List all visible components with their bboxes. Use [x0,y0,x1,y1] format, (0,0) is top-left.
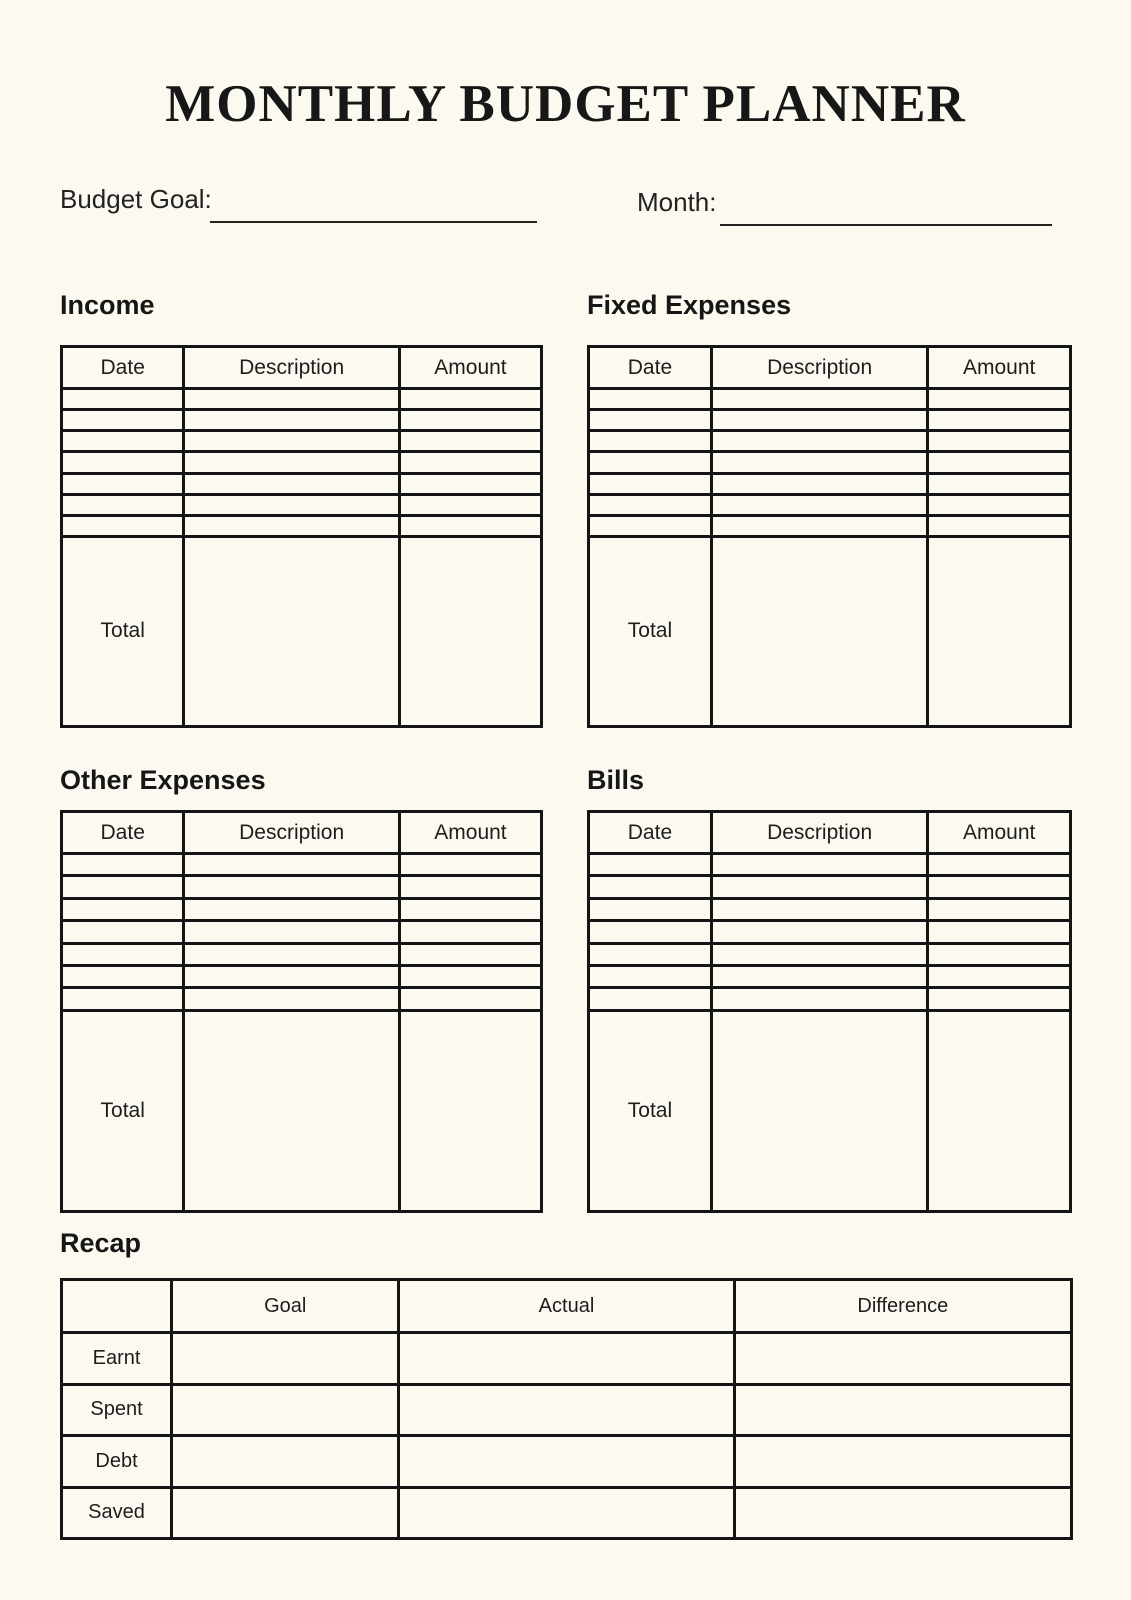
bills-amount-cell[interactable] [928,921,1071,943]
column-header-date: Date [62,812,184,854]
bills-description-cell[interactable] [711,965,927,987]
bills-amount-cell[interactable] [928,898,1071,920]
bills-amount-cell[interactable] [928,854,1071,876]
other-expenses-description-cell[interactable] [184,988,400,1010]
recap-row-label-spent: Spent [62,1384,172,1436]
column-header-amount: Amount [399,347,541,389]
income-amount-cell[interactable] [399,410,541,431]
fixed-expenses-date-cell[interactable] [589,473,712,494]
fixed-expenses-amount-cell[interactable] [928,473,1071,494]
recap-spent-actual-cell[interactable] [399,1384,734,1436]
recap-saved-actual-cell[interactable] [399,1487,734,1539]
recap-debt-difference-cell[interactable] [734,1436,1071,1488]
bills-date-cell[interactable] [589,854,712,876]
month-label: Month: [637,187,717,217]
income-amount-cell[interactable] [399,494,541,515]
other-expenses-table-row [62,943,542,965]
section-title-income: Income [60,290,155,320]
other-expenses-amount-cell[interactable] [399,854,541,876]
income-table-row [62,431,542,452]
total-label: Total [62,536,184,726]
bills-amount-cell[interactable] [928,965,1071,987]
other-expenses-description-cell[interactable] [184,854,400,876]
recap-saved-goal-cell[interactable] [172,1487,399,1539]
other-expenses-table-row [62,921,542,943]
bills-description-cell[interactable] [711,854,927,876]
income-description-cell[interactable] [184,389,400,410]
income-amount-cell[interactable] [399,452,541,473]
income-date-cell[interactable] [62,452,184,473]
budget-goal-input-line[interactable] [210,221,537,223]
bills-date-cell[interactable] [589,921,712,943]
income-amount-cell[interactable] [399,473,541,494]
income-amount-cell[interactable] [399,389,541,410]
recap-row-spent [62,1384,1072,1436]
other-expenses-description-cell[interactable] [184,965,400,987]
fixed-expenses-table-row [589,494,1071,515]
income-date-cell[interactable] [62,515,184,536]
bills-table-row [589,921,1071,943]
other-expenses-table [60,810,543,1213]
recap-grid [60,1278,1073,1540]
fixed-expenses-description-cell[interactable] [711,410,927,431]
bills-description-cell[interactable] [711,921,927,943]
fixed-expenses-date-cell[interactable] [589,410,712,431]
fixed-expenses-date-cell[interactable] [589,452,712,473]
recap-row-label-earnt: Earnt [62,1333,172,1385]
bills-date-cell[interactable] [589,943,712,965]
recap-spent-goal-cell[interactable] [172,1384,399,1436]
recap-saved-difference-cell[interactable] [734,1487,1071,1539]
column-header-amount: Amount [399,812,541,854]
recap-earnt-actual-cell[interactable] [399,1333,734,1385]
recap-row-label-saved: Saved [62,1487,172,1539]
bills-date-cell[interactable] [589,876,712,898]
bills-amount-cell[interactable] [928,943,1071,965]
total-label: Total [589,1010,712,1211]
section-title-bills: Bills [587,765,645,795]
recap-table [60,1278,1073,1540]
income-table-row [62,452,542,473]
fixed-expenses-description-cell[interactable] [711,494,927,515]
fixed-expenses-amount-cell[interactable] [928,410,1071,431]
bills-table [587,810,1072,1213]
other-expenses-description-cell[interactable] [184,921,400,943]
income-description-cell[interactable] [184,515,400,536]
other-expenses-total-amount-cell[interactable] [399,1010,541,1211]
other-expenses-amount-cell[interactable] [399,988,541,1010]
recap-row-label-debt: Debt [62,1436,172,1488]
income-total-row [62,536,542,726]
income-total-amount-cell[interactable] [399,536,541,726]
fixed-expenses-table-row [589,515,1071,536]
fixed-expenses-description-cell[interactable] [711,431,927,452]
income-table-row [62,389,542,410]
recap-spent-difference-cell[interactable] [734,1384,1071,1436]
column-header-description: Description [711,812,927,854]
recap-row-debt [62,1436,1072,1488]
fixed-expenses-date-cell[interactable] [589,515,712,536]
other-expenses-description-cell[interactable] [184,943,400,965]
income-table [60,345,543,728]
other-expenses-date-cell[interactable] [62,943,184,965]
income-amount-cell[interactable] [399,515,541,536]
income-table-row [62,494,542,515]
bills-table-row [589,898,1071,920]
bills-date-cell[interactable] [589,898,712,920]
fixed-expenses-table-row [589,431,1071,452]
bills-table-row [589,965,1071,987]
recap-debt-goal-cell[interactable] [172,1436,399,1488]
bills-table-row [589,988,1071,1010]
income-table-row [62,473,542,494]
recap-corner-cell [62,1280,172,1333]
fixed-expenses-description-cell[interactable] [711,389,927,410]
income-amount-cell[interactable] [399,431,541,452]
recap-earnt-goal-cell[interactable] [172,1333,399,1385]
other-expenses-date-cell[interactable] [62,965,184,987]
total-label: Total [62,1010,184,1211]
fixed-expenses-total-row [589,536,1071,726]
income-description-cell[interactable] [184,494,400,515]
fixed-expenses-total-amount-cell[interactable] [928,536,1071,726]
other-expenses-date-cell[interactable] [62,876,184,898]
fixed-expenses-date-cell[interactable] [589,494,712,515]
recap-column-header-goal: Goal [172,1280,399,1333]
page-title: MONTHLY BUDGET PLANNER [165,75,966,133]
other-expenses-date-cell[interactable] [62,921,184,943]
bills-total-amount-cell[interactable] [928,1010,1071,1211]
fixed-expenses-date-cell[interactable] [589,431,712,452]
fixed-expenses-description-cell[interactable] [711,452,927,473]
recap-earnt-difference-cell[interactable] [734,1333,1071,1385]
bills-date-cell[interactable] [589,988,712,1010]
fixed-expenses-amount-cell[interactable] [928,431,1071,452]
income-date-cell[interactable] [62,494,184,515]
other-expenses-total-row [62,1010,542,1211]
bills-table-row [589,876,1071,898]
income-table-row [62,410,542,431]
other-expenses-table-row [62,988,542,1010]
other-expenses-amount-cell[interactable] [399,921,541,943]
recap-debt-actual-cell[interactable] [399,1436,734,1488]
bills-description-cell[interactable] [711,988,927,1010]
bills-date-cell[interactable] [589,965,712,987]
total-label: Total [589,536,712,726]
column-header-description: Description [184,347,400,389]
bills-description-cell[interactable] [711,876,927,898]
bills-description-cell[interactable] [711,943,927,965]
fixed-expenses-table-row [589,452,1071,473]
income-total-description-cell[interactable] [184,536,400,726]
fixed-expenses-table-row [589,473,1071,494]
column-header-amount: Amount [928,812,1071,854]
fixed-expenses-description-cell[interactable] [711,515,927,536]
other-expenses-date-cell[interactable] [62,854,184,876]
income-description-cell[interactable] [184,452,400,473]
income-description-cell[interactable] [184,473,400,494]
other-expenses-table-row [62,876,542,898]
column-header-description: Description [184,812,400,854]
fixed-expenses-total-description-cell[interactable] [711,536,927,726]
month-input-line[interactable] [720,224,1052,226]
fixed-expenses-date-cell[interactable] [589,389,712,410]
income-date-cell[interactable] [62,473,184,494]
fixed-expenses-amount-cell[interactable] [928,389,1071,410]
other-expenses-amount-cell[interactable] [399,965,541,987]
column-header-amount: Amount [928,347,1071,389]
recap-column-header-difference: Difference [734,1280,1071,1333]
other-expenses-description-cell[interactable] [184,898,400,920]
other-expenses-total-description-cell[interactable] [184,1010,400,1211]
recap-column-header-actual: Actual [399,1280,734,1333]
fixed-expenses-table [587,345,1072,728]
column-header-date: Date [589,812,712,854]
fixed-expenses-amount-cell[interactable] [928,515,1071,536]
bills-amount-cell[interactable] [928,988,1071,1010]
fixed-expenses-amount-cell[interactable] [928,494,1071,515]
column-header-description: Description [711,347,927,389]
recap-row-earnt [62,1333,1072,1385]
section-title-recap: Recap [60,1228,142,1258]
section-title-other-expenses: Other Expenses [60,765,266,795]
fixed-expenses-table-row [589,389,1071,410]
other-expenses-amount-cell[interactable] [399,943,541,965]
other-expenses-date-cell[interactable] [62,988,184,1010]
fixed-expenses-table-row [589,410,1071,431]
bills-description-cell[interactable] [711,898,927,920]
bills-table-row [589,943,1071,965]
other-expenses-date-cell[interactable] [62,898,184,920]
bills-table-row [589,854,1071,876]
other-expenses-table-row [62,898,542,920]
income-table-row [62,515,542,536]
section-title-fixed-expenses: Fixed Expenses [587,290,792,320]
bills-amount-cell[interactable] [928,876,1071,898]
recap-row-saved [62,1487,1072,1539]
income-description-cell[interactable] [184,410,400,431]
other-expenses-description-cell[interactable] [184,876,400,898]
fixed-expenses-amount-cell[interactable] [928,452,1071,473]
income-description-cell[interactable] [184,431,400,452]
fixed-expenses-description-cell[interactable] [711,473,927,494]
other-expenses-table-row [62,965,542,987]
column-header-date: Date [589,347,712,389]
income-ledger-grid [60,345,543,728]
column-header-date: Date [62,347,184,389]
bills-total-description-cell[interactable] [711,1010,927,1211]
income-date-cell[interactable] [62,389,184,410]
fixed-expenses-ledger-grid [587,345,1072,728]
bills-ledger-grid [587,810,1072,1213]
other-expenses-amount-cell[interactable] [399,876,541,898]
income-date-cell[interactable] [62,431,184,452]
other-expenses-amount-cell[interactable] [399,898,541,920]
other-expenses-ledger-grid [60,810,543,1213]
income-date-cell[interactable] [62,410,184,431]
bills-total-row [589,1010,1071,1211]
other-expenses-table-row [62,854,542,876]
budget-goal-label: Budget Goal: [60,184,212,214]
